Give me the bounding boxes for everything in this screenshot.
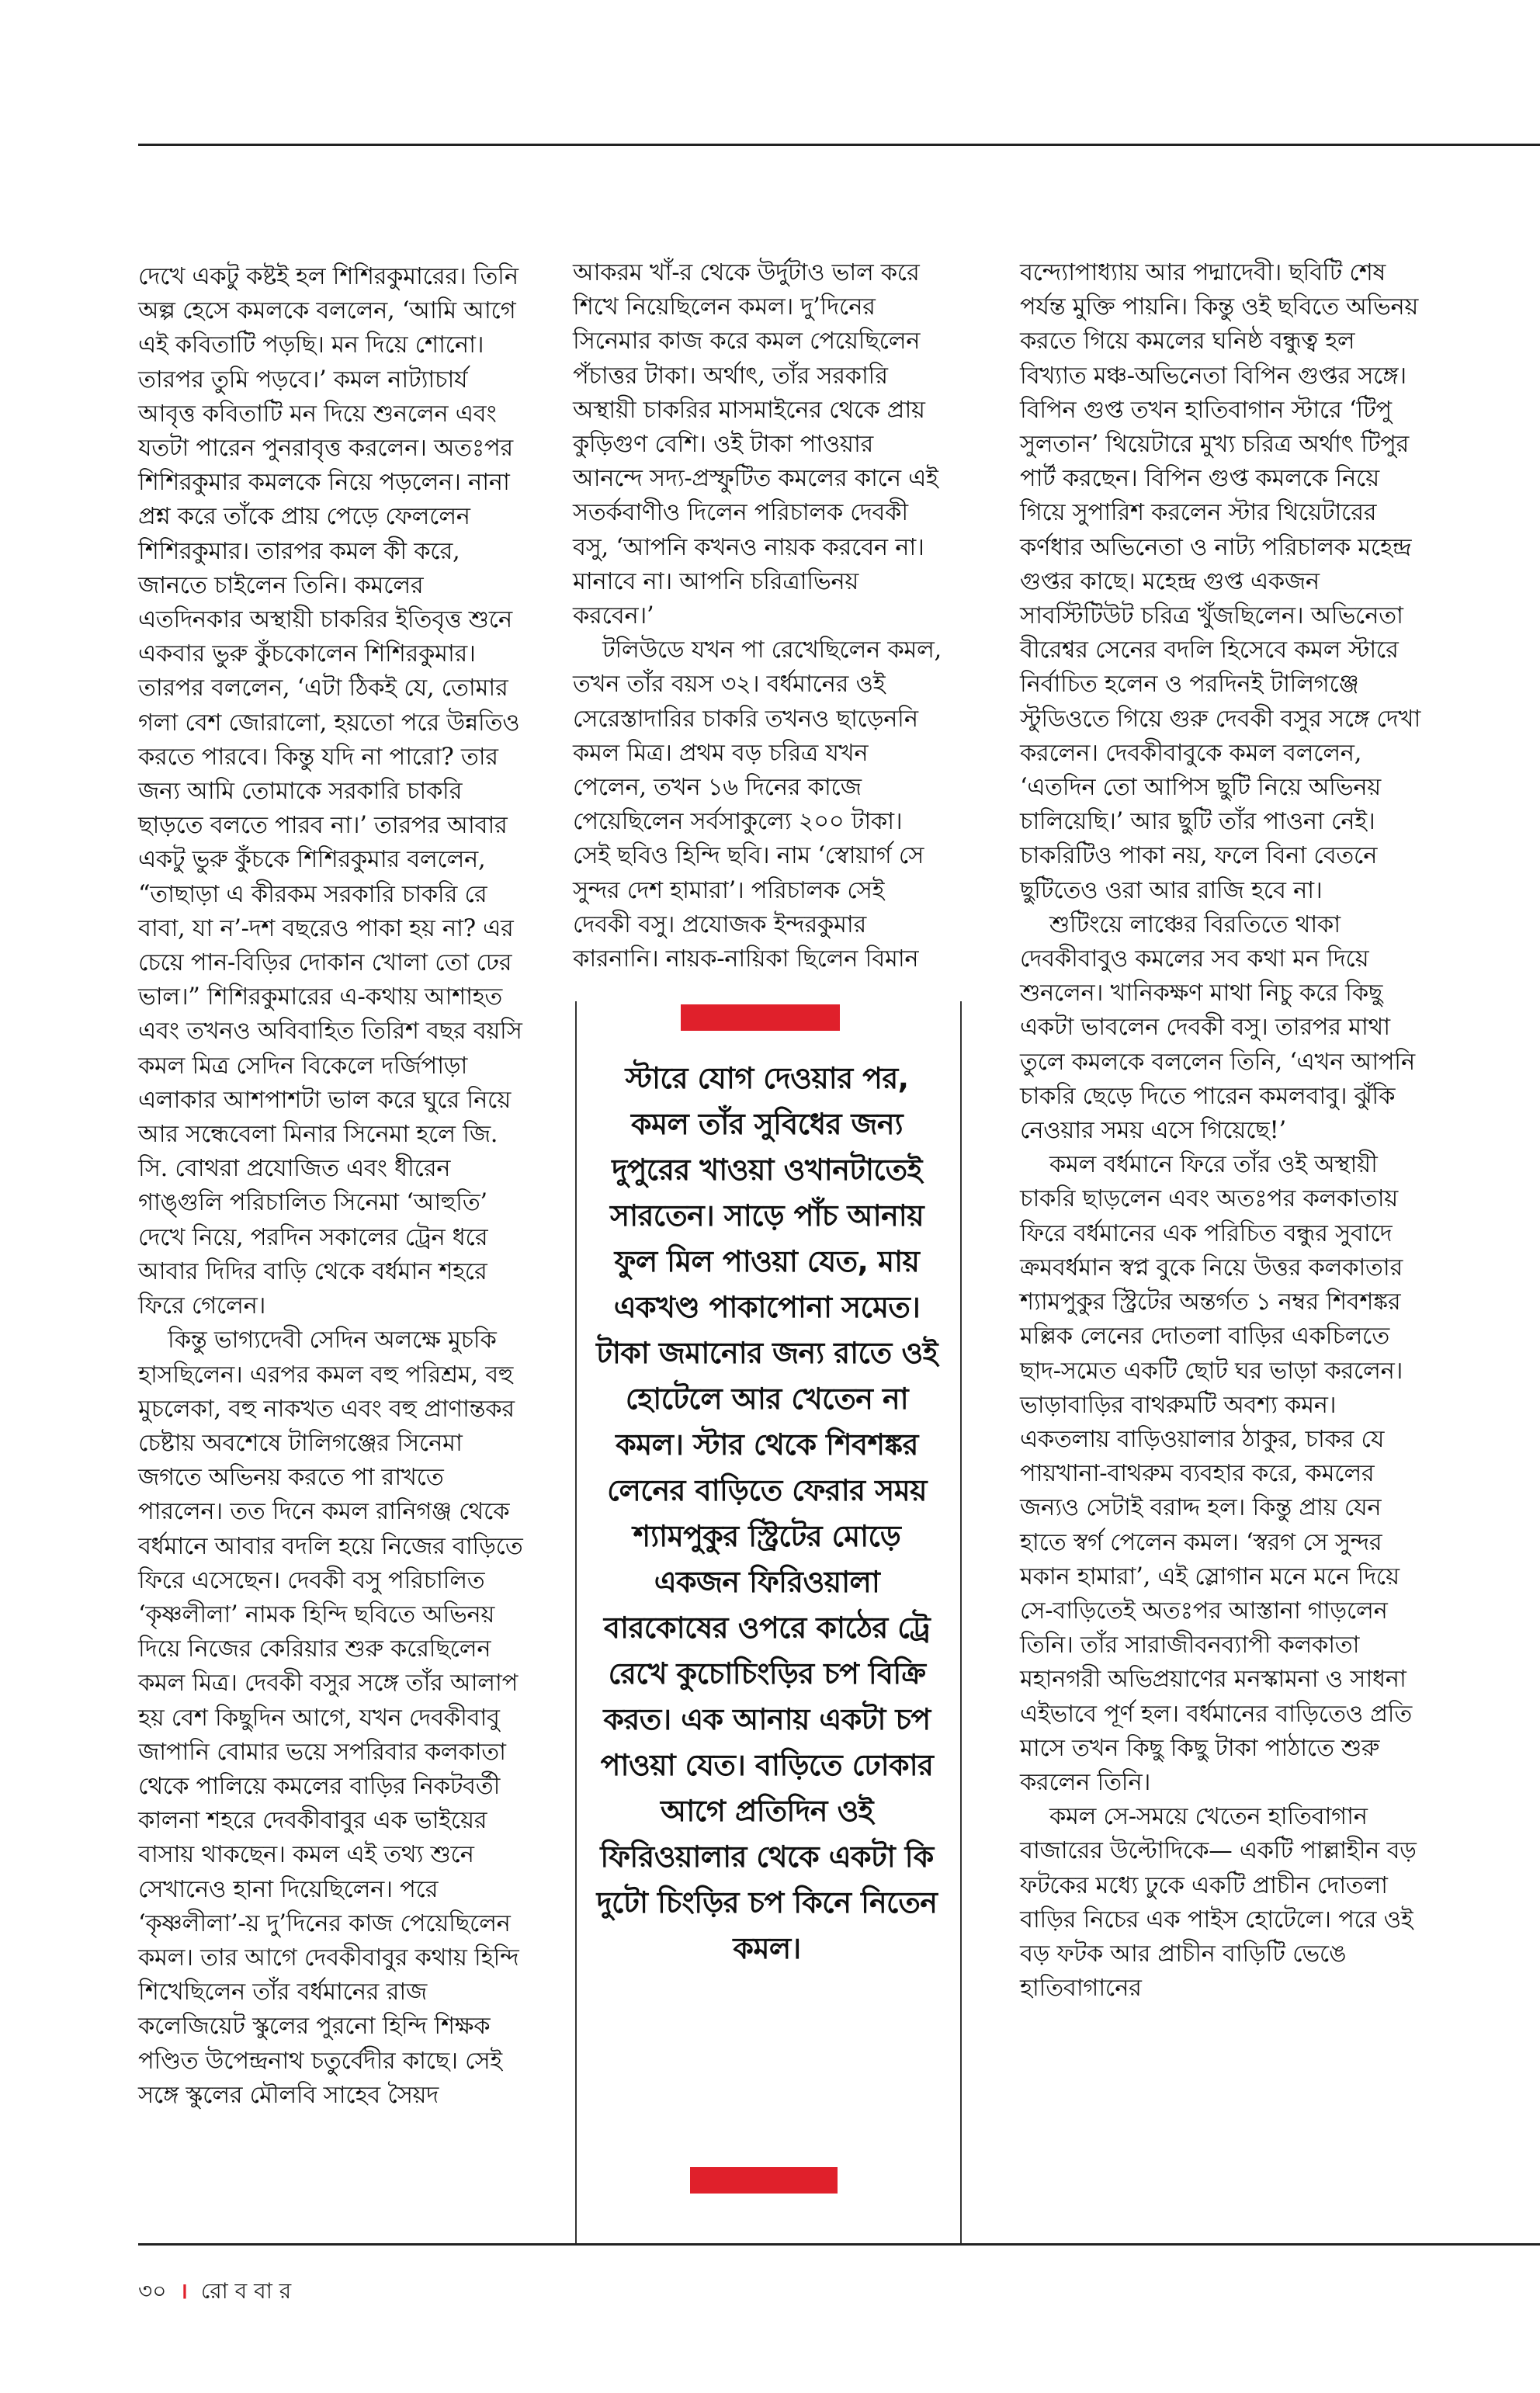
page-footer	[138, 2274, 291, 2311]
pullquote-right-rule	[960, 1001, 962, 2243]
pullquote-left-rule	[575, 1001, 577, 2243]
column3-paragraph-2: শুটিংয়ে লাঞ্চের বিরতিতে থাকা দেবকীবাবুও কমলের সব কথা মন দিয়ে শুনলেন। খানিকক্ষণ মাথা নিচু করে কিছু একটা ভাবলেন দেবকী বসু। তারপর মাথা তুলে কমলকে বললেন তিনি, ‘এখন আপনি চাকরি ছেড়ে দিতে পারেন কমলবাবু। ঝুঁকি নেওয়ার সময় এসে গিয়েছে!’	[1020, 910, 1415, 1145]
page-number: ৩০	[138, 2278, 167, 2304]
top-rule	[138, 144, 1540, 146]
column1-paragraph-1: দেখে একটু কষ্টই হল শিশিরকুমারের। তিনি অল্প হেসে কমলকে বললেন, ‘আমি আগে এই কবিতাটি পড়ছি। মন দিয়ে শোনো। তারপর তুমি পড়বে।’ কমল নাট্যাচার্য আবৃত্ত কবিতাটি মন দিয়ে শুনলেন এবং যতটা পারেন পুনরাবৃত্ত করলেন। অতঃপর শিশিরকুমার কমলকে নিয়ে পড়লেন। নানা প্রশ্ন করে তাঁকে প্রায় পেড়ে ফেললেন শিশিরকুমার। তারপর কমল কী করে, জানতে চাইলেন তিনি। কমলের এতদিনকার অস্থায়ী চাকরির ইতিবৃত্ত শুনে একবার ভুরু কুঁচকোলেন শিশিরকুমার। তারপর বললেন, ‘এটা ঠিকই যে, তোমার গলা বেশ জোরালো, হয়তো পরে উন্নতিও করতে পারবে। কিন্তু যদি না পারো? তার জন্য আমি তোমাকে সরকারি চাকরি ছাড়তে বলতে পারব না।’ তারপর আবার একটু ভুরু কুঁচকে শিশিরকুমার বললেন, “তাছাড়া এ কীরকম সরকারি চাকরি রে বাবা, যা ন’-দশ বছরেও পাকা হয় না? এর চেয়ে পান-বিড়ির দোকান খোলা তো ঢের ভাল।” শিশিরকুমারের এ-কথায় আশাহত এবং তখনও অবিবাহিত তিরিশ বছর বয়সি কমল মিত্র সেদিন বিকেলে দর্জিপাড়া এলাকার আশপাশটা ভাল করে ঘুরে নিয়ে আর সন্ধেবেলা মিনার সিনেমা হলে জি. সি. বোথরা প্রযোজিত এবং ধীরেন গাঙ্গুলি পরিচালিত সিনেমা ‘আহুতি’ দেখে নিয়ে, পরদিন সকালের ট্রেন ধরে আবার দিদির বাড়ি থেকে বর্ধমান শহরে ফিরে গেলেন।	[138, 263, 522, 1320]
article-column-2	[573, 256, 944, 976]
pullquote-top-accent-bar	[681, 1004, 840, 1031]
column3-paragraph-3: কমল বর্ধমানে ফিরে তাঁর ওই অস্থায়ী চাকরি ছাড়লেন এবং অতঃপর কলকাতায় ফিরে বর্ধমানের এক পরিচিত বন্ধুর সুবাদে ক্রমবর্ধমান স্বপ্ন বুকে নিয়ে উত্তর কলকাতার শ্যামপুকুর স্ট্রিটের অন্তর্গত ১ নম্বর শিবশঙ্কর মল্লিক লেনের দোতলা বাড়ির একচিলতে ছাদ-সমেত একটি ছোট ঘর ভাড়া করলেন। ভাড়াবাড়ির বাথরুমটি অবশ্য কমন। একতলায় বাড়িওয়ালার ঠাকুর, চাকর যে পায়খানা-বাথরুম ব্যবহার করে, কমলের জন্যও সেটাই বরাদ্দ হল। কিন্তু প্রায় যেন হাতে স্বর্গ পেলেন কমল। ‘স্বরগ সে সুন্দর মকান হামারা’, এই স্লোগান মনে মনে দিয়ে সে-বাড়িতেই অতঃপর আস্তানা গাড়লেন তিনি। তাঁর সারাজীবনব্যাপী কলকাতা মহানগরী অভিপ্রয়াণের মনস্কামনা ও সাধনা এইভাবে পূর্ণ হল। বর্ধমানের বাড়িতেও প্রতি মাসে তখন কিছু কিছু টাকা পাঠাতে শুরু করলেন তিনি।	[1020, 1151, 1413, 1796]
column2-paragraph-2: টলিউডে যখন পা রেখেছিলেন কমল, তখন তাঁর বয়স ৩২। বর্ধমানের ওই সেরেস্তাদারির চাকরি তখনও ছাড়েননি কমল মিত্র। প্রথম বড় চরিত্র যখন পেলেন, তখন ১৬ দিনের কাজে পেয়েছিলেন সর্বসাকুল্যে ২০০ টাকা। সেই ছবিও হিন্দি ছবি। নাম ‘স্বোয়ার্গ সে সুন্দর দেশ হামারা’। পরিচালক সেই দেবকী বসু। প্রযোজক ইন্দরকুমার কারনানি। নায়ক-নায়িকা ছিলেন বিমান	[573, 636, 942, 973]
article-column-3	[1020, 256, 1424, 2006]
bottom-rule	[138, 2243, 1540, 2246]
column3-paragraph-4: কমল সে-সময়ে খেতেন হাতিবাগান বাজারের উল্টোদিকে— একটি পাল্লাহীন বড় ফটকের মধ্যে ঢুকে একটি প্রাচীন দোতলা বাড়ির নিচের এক পাইস হোটেলে। পরে ওই বড় ফটক আর প্রাচীন বাড়িটি ভেঙে হাতিবাগানের	[1020, 1803, 1417, 2003]
column1-paragraph-2: কিন্তু ভাগ্যদেবী সেদিন অলক্ষে মুচকি হাসছিলেন। এরপর কমল বহু পরিশ্রম, বহু মুচলেকা, বহু নাকখত এবং বহু প্রাণান্তকর চেষ্টায় অবশেষে টালিগঞ্জের সিনেমা জগতে অভিনয় করতে পা রাখতে পারলেন। তত দিনে কমল রানিগঞ্জ থেকে বর্ধমানে আবার বদলি হয়ে নিজের বাড়িতে ফিরে এসেছেন। দেবকী বসু পরিচালিত ‘কৃষ্ণলীলা’ নামক হিন্দি ছবিতে অভিনয় দিয়ে নিজের কেরিয়ার শুরু করেছিলেন কমল মিত্র। দেবকী বসুর সঙ্গে তাঁর আলাপ হয় বেশ কিছুদিন আগে, যখন দেবকীবাবু জাপানি বোমার ভয়ে সপরিবার কলকাতা থেকে পালিয়ে কমলের বাড়ির নিকটবর্তী কালনা শহরে দেবকীবাবুর এক ভাইয়ের বাসায় থাকছেন। কমল এই তথ্য শুনে সেখানেও হানা দিয়েছিলেন। পরে ‘কৃষ্ণলীলা’-য় দু’দিনের কাজ পেয়েছিলেন কমল। তার আগে দেবকীবাবুর কথায় হিন্দি শিখেছিলেন তাঁর বর্ধমানের রাজ কলেজিয়েট স্কুলের পুরনো হিন্দি শিক্ষক পণ্ডিত উপেন্দ্রনাথ চতুর্বেদীর কাছে। সেই সঙ্গে স্কুলের মৌলবি সাহেব সৈয়দ	[138, 1327, 523, 2109]
column3-paragraph-1: বন্দ্যোপাধ্যায় আর পদ্মাদেবী। ছবিটি শেষ পর্যন্ত মুক্তি পায়নি। কিন্তু ওই ছবিতে অভিনয় করতে গিয়ে কমলের ঘনিষ্ঠ বন্ধুত্ব হল বিখ্যাত মঞ্চ-অভিনেতা বিপিন গুপ্তর সঙ্গে। বিপিন গুপ্ত তখন হাতিবাগান স্টারে ‘টিপু সুলতান’ থিয়েটারে মুখ্য চরিত্র অর্থাৎ টিপুর পার্ট করছেন। বিপিন গুপ্ত কমলকে নিয়ে গিয়ে সুপারিশ করলেন স্টার থিয়েটারের কর্ণধার অভিনেতা ও নাট্য পরিচালক মহেন্দ্র গুপ্তর কাছে। মহেন্দ্র গুপ্ত একজন সাবস্টিটিউট চরিত্র খুঁজছিলেন। অভিনেতা বীরেশ্বর সেনের বদলি হিসেবে কমল স্টারে নির্বাচিত হলেন ও পরদিনই টালিগঞ্জে স্টুডিওতে গিয়ে গুরু দেবকী বসুর সঙ্গে দেখা করলেন। দেবকীবাবুকে কমল বললেন, ‘এতদিন তো আপিস ছুটি নিয়ে অভিনয় চালিয়েছি।’ আর ছুটি তাঁর পাওনা নেই। চাকরিটিও পাকা নয়, ফলে বিনা বেতনে ছুটিতেও ওরা আর রাজি হবে না।	[1020, 259, 1421, 904]
column2-paragraph-1: আকরম খাঁ-র থেকে উর্দুটাও ভাল করে শিখে নিয়েছিলেন কমল। দু’দিনের সিনেমার কাজ করে কমল পেয়েছিলেন পঁচাত্তর টাকা। অর্থাৎ, তাঁর সরকারি অস্থায়ী চাকরির মাসমাইনের থেকে প্রায় কুড়িগুণ বেশি। ওই টাকা পাওয়ার আনন্দে সদ্য-প্রস্ফুটিত কমলের কানে এই সতর্কবাণীও দিলেন পরিচালক দেবকী বসু, ‘আপনি কখনও নায়ক করবেন না। মানাবে না। আপনি চরিত্রাভিনয় করবেন।’	[573, 259, 938, 630]
section-name: রো ব বা র	[200, 2278, 292, 2304]
footer-separator: ।	[179, 2278, 188, 2304]
article-column-1	[138, 260, 530, 2113]
pullquote: স্টারে যোগ দেওয়ার পর, কমল তাঁর সুবিধের জন্য দুপুরের খাওয়া ওখানটাতেই সারতেন। সাড়ে পাঁচ আনায় ফুল মিল পাওয়া যেত, মায় একখণ্ড পাকাপোনা সমেত। টাকা জমানোর জন্য রাতে ওই হোটেলে আর খেতেন না কমল। স্টার থেকে শিবশঙ্কর লেনের বাড়িতে ফেরার সময় শ্যামপুকুর স্ট্রিটের মোড়ে একজন ফিরিওয়ালা বারকোষের ওপরে কাঠের ট্রে রেখে কুচোচিংড়ির চপ বিক্রি করত। এক আনায় একটা চপ পাওয়া যেত। বাড়িতে ঢোকার আগে প্রতিদিন ওই ফিরিওয়ালার থেকে একটা কি দুটো চিংড়ির চপ কিনে নিতেন কমল।	[596, 1061, 938, 1965]
pullquote-bottom-accent-bar	[690, 2167, 838, 2194]
